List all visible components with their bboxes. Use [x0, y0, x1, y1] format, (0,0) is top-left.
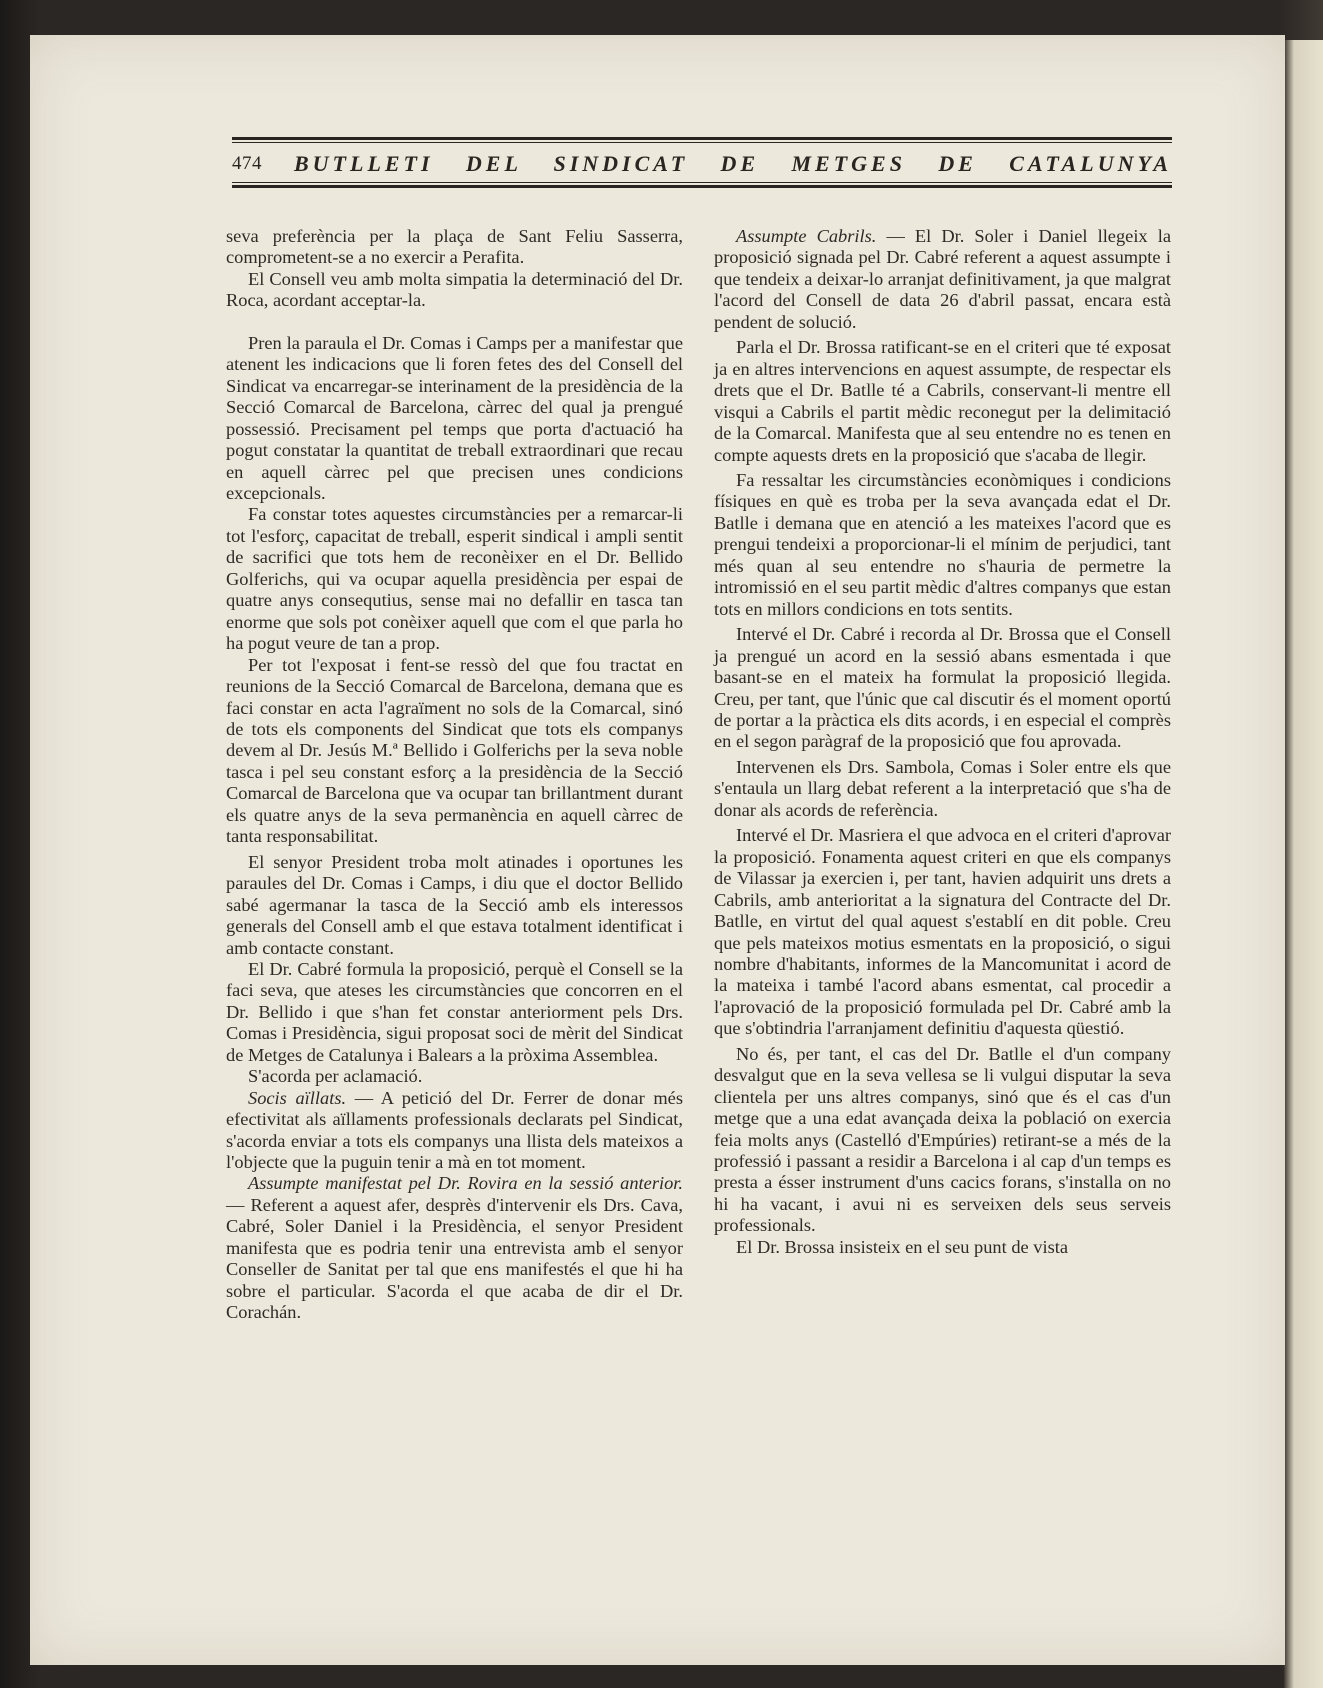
- paragraph: Intervenen els Drs. Sambola, Comas i Soler entre els que s'entaula un llarg debat referent a la interpretació que s'ha de donar als acords de referència.: [714, 756, 1171, 820]
- next-page-edge: [1284, 40, 1323, 1688]
- paragraph: seva preferència per la plaça de Sant Feliu Sasserra, comprometent-se a no exercir a Perafita.: [226, 226, 683, 268]
- paragraph: No és, per tant, el cas del Dr. Batlle el d'un company desvalgut que en la seva vellesa se li vulgui disputar la seva clientela per uns altres companys, sinó que és el cas d'un metge que a una edat avançada deixa la població on exercia feia molts anys (Castelló d'Empúries) retirant-se a més de la professió i passant a residir a Barcelona i al cap d'un temps es presta a ésser instrument d'uns cacics forans, s'installa on no hi ha vacant, i avui ni es serveixen dels seus serveis professionals.: [714, 1043, 1171, 1236]
- paragraph: S'acorda per aclamació.: [248, 1066, 423, 1087]
- header-rule-bottom-thin: [232, 182, 1172, 183]
- paragraph-assumpte-cabrils: [714, 226, 1171, 333]
- paragraph: Fa constar totes aquestes circumstàncies per a remarcar-li tot l'esforç, capacitat de treball, esperit sindical i ampli sentit de sacrifici que tots hem de reconèixer en el Dr. Bellido Golferichs, qui va ocupar aquella presidència per espai de quatre anys consequtius, sense mai no defallir en tasca tan enorme que sols pot conèixer aquell que com el que parla ho ha pogut veure de tan a prop.: [226, 504, 683, 654]
- section-heading: Assumpte manifestat pel Dr. Rovira en la sessió anterior.: [248, 1173, 683, 1194]
- right-column: [714, 226, 1171, 1258]
- paragraph: Fa ressaltar les circumstàncies econòmiques i condicions físiques en què es troba per la seva avançada edat el Dr. Batlle i demana que en atenció a les mateixes l'acord que es prengui tendeixi a proporcionar-li el mínim de perjudici, tant més quan al seu entendre no s'hauria de permetre la intromissió en el seu partit mèdic d'altres companys que estan tots en millors condicions en tots sentits.: [714, 469, 1171, 619]
- paragraph-assumpte-rovira: [226, 1173, 683, 1323]
- section-heading: Assumpte Cabrils.: [736, 226, 877, 246]
- left-column: [226, 226, 683, 1324]
- paragraph: El senyor President troba molt atinades i oportunes les paraules del Dr. Comas i Camps, i diu que el doctor Bellido sabé agermanar la tasca de la Secció amb els interessos generals del Consell amb el que estava totalment identificat i amb contacte constant.: [226, 851, 683, 958]
- header-rule-top: [232, 137, 1172, 140]
- paragraph: El Consell veu amb molta simpatia la determinació del Dr. Roca, acordant acceptar-la.: [226, 268, 683, 311]
- header-rule-bottom: [232, 185, 1172, 188]
- header-row: [232, 149, 1172, 179]
- paragraph: Intervé el Dr. Cabré i recorda al Dr. Brossa que el Consell ja prengué un acord en la sessió abans esmentada i que basant-se en el mateix ha formulat la proposició llegida. Creu, per tant, que l'únic que cal discutir és el moment oportú de portar a la pràctica els dits acords, i en especial el comprès en el segon paràgraf de la proposició que fou aprovada.: [714, 624, 1171, 752]
- paragraph-text: — El Dr. Soler i Daniel llegeix la proposició signada pel Dr. Cabré referent a aquest assumpte i que tendeix a deixar-lo arranjat definitivament, ja que malgrat l'acord del Consell de data 26 d'abril passat, encara està pendent de solució.: [714, 226, 1171, 332]
- section-heading: Socis aïllats.: [248, 1087, 347, 1108]
- paragraph: Pren la paraula el Dr. Comas i Camps per a manifestar que atenent les indicacions que li foren fetes des del Consell del Sindicat va encarregar-se interinament de la presidència de la Secció Comarcal de Barcelona, càrrec del qual ja prengué possessió. Precisament pel temps que porta d'actuació ha pogut constatar la quantitat de treball extraordinari que recau en aquell càrrec pel que precisen unes condicions excepcionals.: [226, 332, 683, 503]
- page-number: 474: [232, 153, 262, 174]
- paragraph: El Dr. Cabré formula la proposició, perquè el Consell se la faci seva, que ateses les circumstàncies que concorren en el Dr. Bellido i que s'han fet constar anteriorment pels Drs. Comas i Presidència, sigui proposat soci de mèrit del Sindicat de Metges de Catalunya i Balears a la pròxima Assemblea.: [226, 958, 683, 1065]
- paragraph: Per tot l'exposat i fent-se ressò del que fou tractat en reunions de la Secció Comarcal de Barcelona, demana que es faci constar en acta l'agraïment no sols de la Comarcal, sinó de tots els components del Sindicat que tots els companys devem al Dr. Jesús M.ª Bellido i Golferichs per la seva noble tasca i pel seu constant esforç a la presidència de la Secció Comarcal de Barcelona que va ocupar tan brillantment durant els quatre anys de la seva permanència en aquell càrrec de tanta responsabilitat.: [226, 654, 683, 847]
- paragraph: Parla el Dr. Brossa ratificant-se en el criteri que té exposat ja en altres intervencions en aquest assumpte, de respectar els drets que el Dr. Batlle té a Cabrils, conservant-li mentre ell visqui a Cabrils el partit mèdic reconegut per la delimitació de la Comarcal. Manifesta que al seu entendre no es tenen en compte aquests drets en la proposició que s'acaba de llegir.: [714, 337, 1171, 465]
- journal-title: BUTLLETI DEL SINDICAT DE METGES DE CATALUNYA: [294, 151, 1172, 176]
- paragraph: Intervé el Dr. Masriera el que advoca en el criteri d'aprovar la proposició. Fonamenta aquest criteri en que els companys de Vilassar ja exercien i, per tant, havien adquirit uns drets a Cabrils, amb anterioritat a la signatura del Contracte del Dr. Batlle, en virtut del qual aquest s'establí en dit poble. Creu que pels mateixos motius esmentats en la proposició, o sigui nombre d'habitants, informes de la Mancomunitat i acord de la mateixa i també l'acord abans esmentat, cal procedir a l'aprovació de la proposició formulada pel Dr. Cabré amb la que s'obtindria l'arranjament definitiu d'aquesta qüestió.: [714, 825, 1171, 1039]
- paragraph-text: — A petició del Dr. Ferrer de donar més efectivitat als aïllaments professionals declarats pel Sindicat, s'acorda enviar a tots els companys una llista dels mateixos a l'objecte que la puguin tenir a mà en tot moment.: [226, 1087, 683, 1173]
- header-rule-top-thin: [232, 142, 1172, 143]
- paragraph-socis-aillats: [226, 1088, 683, 1174]
- running-header: [232, 137, 1172, 191]
- paragraph-text: — Referent a aquest afer, desprès d'intervenir els Drs. Cava, Cabré, Soler Daniel i la Presidència, el senyor President manifesta que es podria tenir una entrevista amb el senyor Conseller de Sanitat per tal que ens manifestés el que hi ha sobre el particular. S'acorda el que acaba de dir el Dr. Corachán.: [226, 1194, 683, 1323]
- paragraph: El Dr. Brossa insisteix en el seu punt de vista: [736, 1236, 1069, 1257]
